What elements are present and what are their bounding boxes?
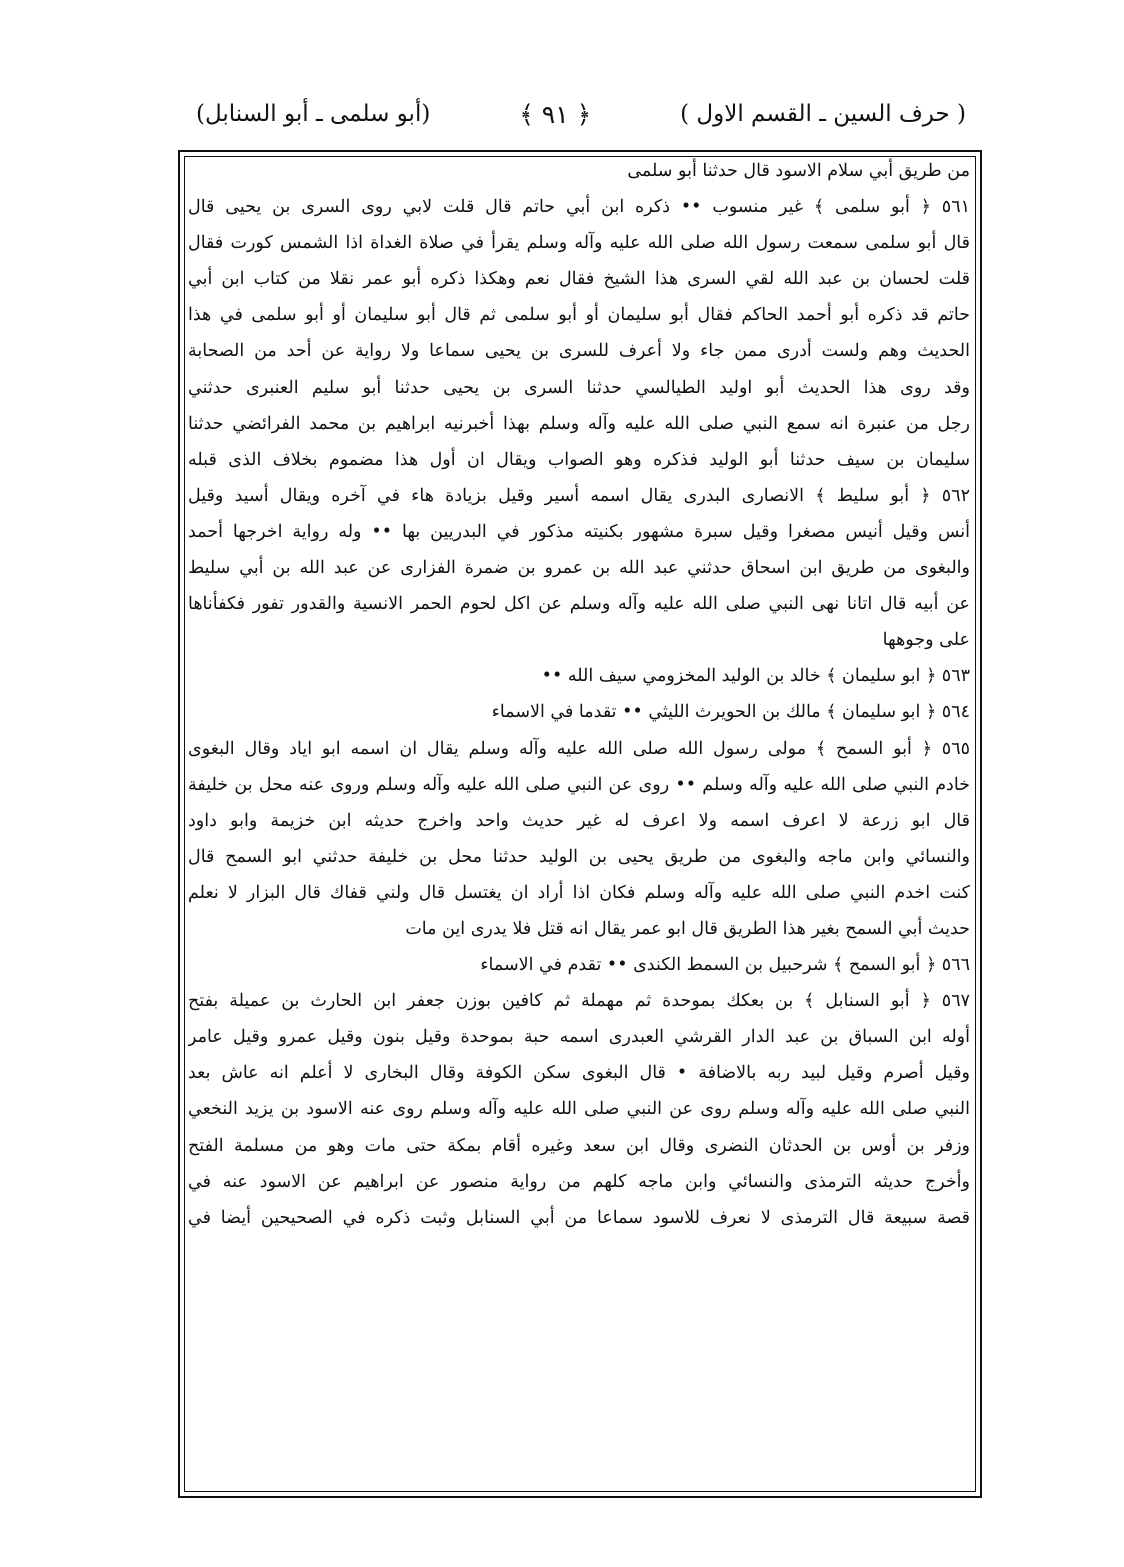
text-line: وزفر بن أوس بن الحدثان النضرى وقال ابن سعد وغيره أقام بمكة حتى مات وهو من مسلمة الفتح <box>188 1135 970 1156</box>
text-line: ٥٦١ ﴿ أبو سلمى ﴾ غير منسوب •• ذكره ابن أبي حاتم قال قلت لابي روى السرى بن يحيى قال <box>188 197 970 218</box>
text-line: وأخرج حديثه الترمذى والنسائي وابن ماجه كلهم من رواية منصور عن ابراهيم عن الاسود عنه في <box>188 1171 970 1192</box>
text-line: سليمان بن سيف حدثنا أبو الوليد فذكره وهو الصواب ويقال ان أول هذا مضموم بخلاف الذى قبله <box>188 449 970 470</box>
text-line: ٥٦٢ ﴿ أبو سليط ﴾ الانصارى البدرى يقال اسمه أسير وقيل بزيادة هاء في آخره ويقال أسيد وقيل <box>188 485 970 506</box>
text-line: ٥٦٦ ﴿ أبو السمح ﴾ شرحبيل بن السمط الكندى •• تقدم في الاسماء <box>480 955 970 976</box>
text-line: أوله ابن السباق بن عبد الدار القرشي العبدرى اسمه حبة بموحدة وقيل بنون وقيل عمرو وقيل عامر <box>188 1027 970 1048</box>
text-line: ٥٦٥ ﴿ أبو السمح ﴾ مولى رسول الله صلى الله عليه وآله وسلم يقال ان اسمه ابو اياد وقال البغوى <box>188 738 970 759</box>
text-line: والبغوى من طريق ابن اسحاق حدثني عبد الله بن عمرو بن ضمرة الفزارى عن عبد الله بن أبي سليط <box>188 558 970 579</box>
text-line: خادم النبي صلى الله عليه وآله وسلم •• روى عن النبي صلى الله عليه وآله وسلم وروى عنه محل بن خليفة <box>188 774 970 795</box>
page-number: ﴿ ٩١ ﴾ <box>519 99 592 129</box>
text-line: حديث أبي السمح بغير هذا الطريق قال ابو عمر يقال انه قتل فلا يدرى اين مات <box>405 918 970 939</box>
text-line: على وجوهها <box>882 630 970 651</box>
text-line: قال أبو سلمى سمعت رسول الله صلى الله عليه وآله وسلم يقرأ في صلاة الغداة اذا الشمس كورت فقال <box>188 233 970 254</box>
text-line: أنس وقيل أنيس مصغرا وقيل سبرة مشهور بكنيته مذكور في البدريين بها •• وله رواية اخرجها أحمد <box>188 521 970 542</box>
text-line: الحديث وهم ولست أدرى ممن جاء ولا أعرف للسرى بن يحيى سماعا ولا رواية عن أحد من الصحابة <box>188 341 970 362</box>
page-body <box>188 153 970 1236</box>
text-line: ٥٦٣ ﴿ ابو سليمان ﴾ خالد بن الوليد المخزومي سيف الله •• <box>541 666 970 687</box>
header-section-title: ( حرف السين ـ القسم الاول ) <box>680 101 966 127</box>
text-line: والنسائي وابن ماجه والبغوى من طريق يحيى بن الوليد حدثنا محل بن خليفة حدثني ابو السمح قال <box>188 846 970 867</box>
text-line: وقيل أصرم وقيل لبيد ربه بالاضافة • قال البغوى سكن الكوفة وقال البخارى لا أعلم انه عاش بعد <box>188 1063 970 1084</box>
text-line: عن أبيه قال اتانا نهى النبي صلى الله عليه وآله وسلم عن اكل لحوم الحمر الانسية والقدور تفور فكفأناها <box>188 594 970 615</box>
page-header <box>196 92 966 136</box>
text-line: ٥٦٧ ﴿ أبو السنابل ﴾ بن بعكك بموحدة ثم مهملة ثم كافين بوزن جعفر ابن الحارث بن عميلة بفتح <box>188 991 970 1012</box>
header-entry-range: (أبو سلمى ـ أبو السنابل) <box>196 101 431 127</box>
text-line: كنت اخدم النبي صلى الله عليه وآله وسلم فكان اذا أراد ان يغتسل قال ولني قفاك قال البزار لا نعلم <box>188 882 970 903</box>
text-line: رجل من عنبرة انه سمع النبي صلى الله عليه وآله وسلم بهذا أخبرنيه ابراهيم بن محمد الفرائضي حدثنا <box>188 413 970 434</box>
text-line: من طريق أبي سلام الاسود قال حدثنا أبو سلمى <box>627 161 970 181</box>
text-line: ٥٦٤ ﴿ ابو سليمان ﴾ مالك بن الحويرث الليثي •• تقدما في الاسماء <box>491 702 970 723</box>
text-line: قصة سبيعة قال الترمذى لا نعرف للاسود سماعا من أبي السنابل وثبت ذكره في الصحيحين أيضا في <box>188 1207 970 1228</box>
text-line: قلت لحسان بن عبد الله لقي السرى هذا الشيخ فقال نعم وهكذا ذكره أبو عمر نقلا من كتاب ابن أبي <box>188 269 970 290</box>
text-line: وقد روى هذا الحديث أبو اوليد الطيالسي حدثنا السرى بن يحيى حدثنا أبو سليم العنبرى حدثني <box>188 377 970 398</box>
text-line: قال ابو زرعة لا اعرف اسمه ولا اعرف له غير حديث واحد واخرج حديثه ابن خزيمة وابو داود <box>188 810 970 831</box>
text-line: حاتم قد ذكره أبو أحمد الحاكم فقال أبو سليمان أو أبو سلمى ثم قال أبو سليمان أو أبو سلمى في هذا <box>188 305 970 326</box>
text-line: النبي صلى الله عليه وآله وسلم روى عن النبي صلى الله عليه وآله وسلم روى عنه الاسود بن يزيد النخعي <box>188 1099 970 1120</box>
